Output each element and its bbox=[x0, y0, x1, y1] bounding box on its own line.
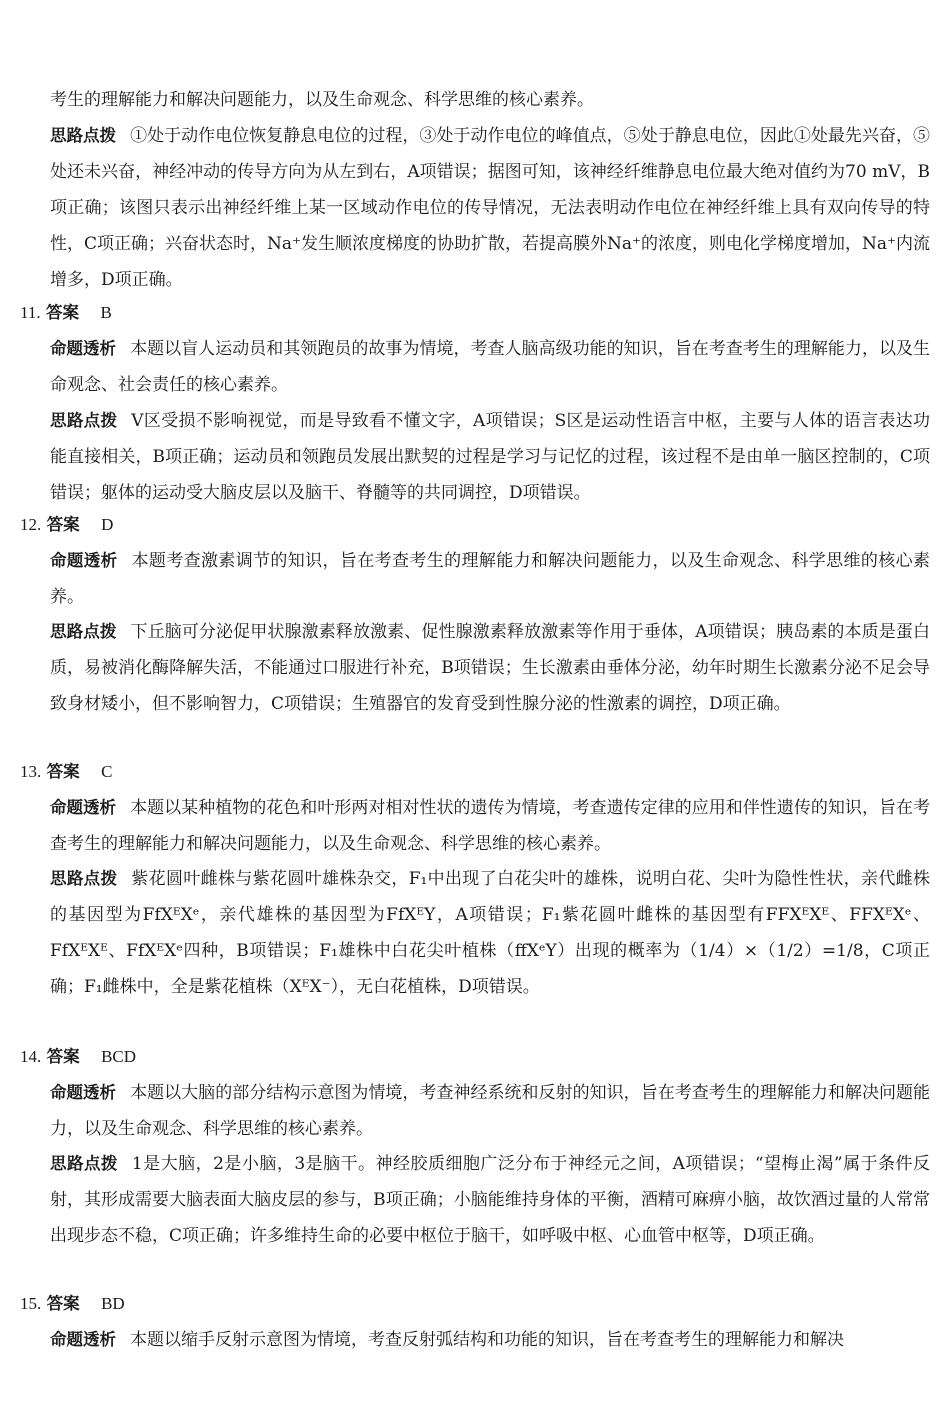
intent-label: 命题透析 bbox=[50, 551, 118, 570]
q11-intent-text: 本题以盲人运动员和其领跑员的故事为情境，考查人脑高级功能的知识，旨在考查考生的理解能力，以及生命观念、社会责任的核心素养。 bbox=[50, 339, 931, 395]
q10-intent-tail-text: 考生的理解能力和解决问题能力，以及生命观念、科学思维的核心素养。 bbox=[50, 90, 594, 110]
q14-hint-text: 1是大脑，2是小脑，3是脑干。神经胶质细胞广泛分布于神经元之间，A项错误；“望梅止渴”属于条件反射，其形成需要大脑表面大脑皮层的参与，B项正确；小脑能维持身体的平衡，酒精可麻痹小脑，故饮酒过量的人常常出现步态不稳，C项正确；许多维持生命的必要中枢位于脑干，如呼吸中枢、心血管中枢等，D项正确。 bbox=[50, 1154, 931, 1246]
answer-label: 答案 bbox=[46, 1294, 80, 1313]
q12-answer-row bbox=[20, 507, 113, 543]
q15-answer-row bbox=[20, 1286, 125, 1322]
q11-intent bbox=[50, 331, 930, 403]
hint-label: 思路点拨 bbox=[50, 1154, 118, 1173]
q11-number: 11. bbox=[20, 303, 41, 322]
q10-hint bbox=[50, 118, 930, 298]
answer-label: 答案 bbox=[46, 762, 80, 781]
q11-hint-text: V区受损不影响视觉，而是导致看不懂文字，A项错误；S区是运动性语言中枢，主要与人体的语言表达功能直接相关，B项正确；运动员和领跑员发展出默契的过程是学习与记忆的过程，该过程不是由单一脑区控制的，C项错误；躯体的运动受大脑皮层以及脑干、脊髓等的共同调控，D项错误。 bbox=[50, 411, 931, 503]
hint-label: 思路点拨 bbox=[50, 622, 117, 641]
answer-label: 答案 bbox=[46, 1047, 80, 1066]
q11-answer-row bbox=[20, 295, 112, 331]
q14-answer-row bbox=[20, 1039, 136, 1075]
q15-number: 15. bbox=[20, 1294, 42, 1313]
q10-hint-text: ①处于动作电位恢复静息电位的过程，③处于动作电位的峰值点，⑤处于静息电位，因此①处最先兴奋，⑤处还未兴奋，神经冲动的传导方向为从左到右，A项错误；据图可知，该神经纤维静息电位最大绝对值约为70 mV，B项正确；该图只表示出神经纤维上某一区域动作电位的传导情况，无法表明动作电位在神经纤维上具有双向传导的特性，C项正确；兴奋状态时，Na⁺发生顺浓度梯度的协助扩散，若提高膜外Na⁺的浓度，则电化学梯度增加，Na⁺内流增多，D项正确。 bbox=[50, 126, 931, 290]
q12-intent-text: 本题考查激素调节的知识，旨在考查考生的理解能力和解决问题能力，以及生命观念、科学思维的核心素养。 bbox=[50, 551, 931, 607]
q12-hint bbox=[50, 614, 930, 722]
q12-intent bbox=[50, 543, 930, 615]
q10-intent-tail bbox=[50, 82, 930, 118]
q13-intent bbox=[50, 790, 930, 862]
q13-intent-text: 本题以某种植物的花色和叶形两对相对性状的遗传为情境，考查遗传定律的应用和伴性遗传的知识，旨在考查考生的理解能力和解决问题能力，以及生命观念、科学思维的核心素养。 bbox=[50, 798, 931, 854]
hint-label: 思路点拨 bbox=[50, 126, 117, 145]
q11-hint bbox=[50, 403, 930, 511]
q12-hint-text: 下丘脑可分泌促甲状腺激素释放激素、促性腺激素释放激素等作用于垂体，A项错误；胰岛素的本质是蛋白质，易被消化酶降解失活，不能通过口服进行补充，B项错误；生长激素由垂体分泌，幼年时期生长激素分泌不足会导致身材矮小，但不影响智力，C项错误；生殖器官的发育受到性腺分泌的性激素的调控，D项正确。 bbox=[50, 622, 931, 714]
intent-label: 命题透析 bbox=[50, 1330, 116, 1349]
q11-answer: B bbox=[100, 303, 112, 322]
q14-answer: BCD bbox=[101, 1047, 137, 1066]
answer-label: 答案 bbox=[46, 515, 80, 534]
q13-answer: C bbox=[101, 762, 113, 781]
q15-intent bbox=[50, 1322, 930, 1358]
q13-number: 13. bbox=[20, 762, 42, 781]
q14-hint bbox=[50, 1146, 930, 1254]
q15-answer: BD bbox=[101, 1294, 125, 1313]
answer-label: 答案 bbox=[46, 303, 80, 322]
q14-number: 14. bbox=[20, 1047, 42, 1066]
intent-label: 命题透析 bbox=[50, 798, 117, 817]
q14-intent bbox=[50, 1075, 930, 1147]
intent-label: 命题透析 bbox=[50, 339, 117, 358]
q13-hint-text: 紫花圆叶雌株与紫花圆叶雄株杂交，F₁中出现了白花尖叶的雄株，说明白花、尖叶为隐性性状，亲代雌株的基因型为FfXᴱXᵉ，亲代雄株的基因型为FfXᴱY，A项错误；F₁紫花圆叶雌株的基因型有FFXᴱXᴱ、FFXᴱXᵉ、FfXᴱXᴱ、FfXᴱXᵉ四种，B项错误；F₁雄株中白花尖叶植株（ffXᵉY）出现的概率为（1/4）×（1/2）=1/8，C项正确；F₁雌株中，全是紫花植株（XᴱX⁻），无白花植株，D项错误。 bbox=[50, 869, 931, 997]
q12-number: 12. bbox=[20, 515, 42, 534]
q12-answer: D bbox=[101, 515, 114, 534]
q15-intent-text: 本题以缩手反射示意图为情境，考查反射弧结构和功能的知识，旨在考查考生的理解能力和解决 bbox=[130, 1330, 844, 1350]
intent-label: 命题透析 bbox=[50, 1083, 117, 1102]
q13-answer-row bbox=[20, 754, 112, 790]
q13-hint bbox=[50, 861, 930, 1005]
hint-label: 思路点拨 bbox=[50, 411, 118, 430]
hint-label: 思路点拨 bbox=[50, 869, 118, 888]
q14-intent-text: 本题以大脑的部分结构示意图为情境，考查神经系统和反射的知识，旨在考查考生的理解能力和解决问题能力，以及生命观念、科学思维的核心素养。 bbox=[50, 1083, 931, 1139]
